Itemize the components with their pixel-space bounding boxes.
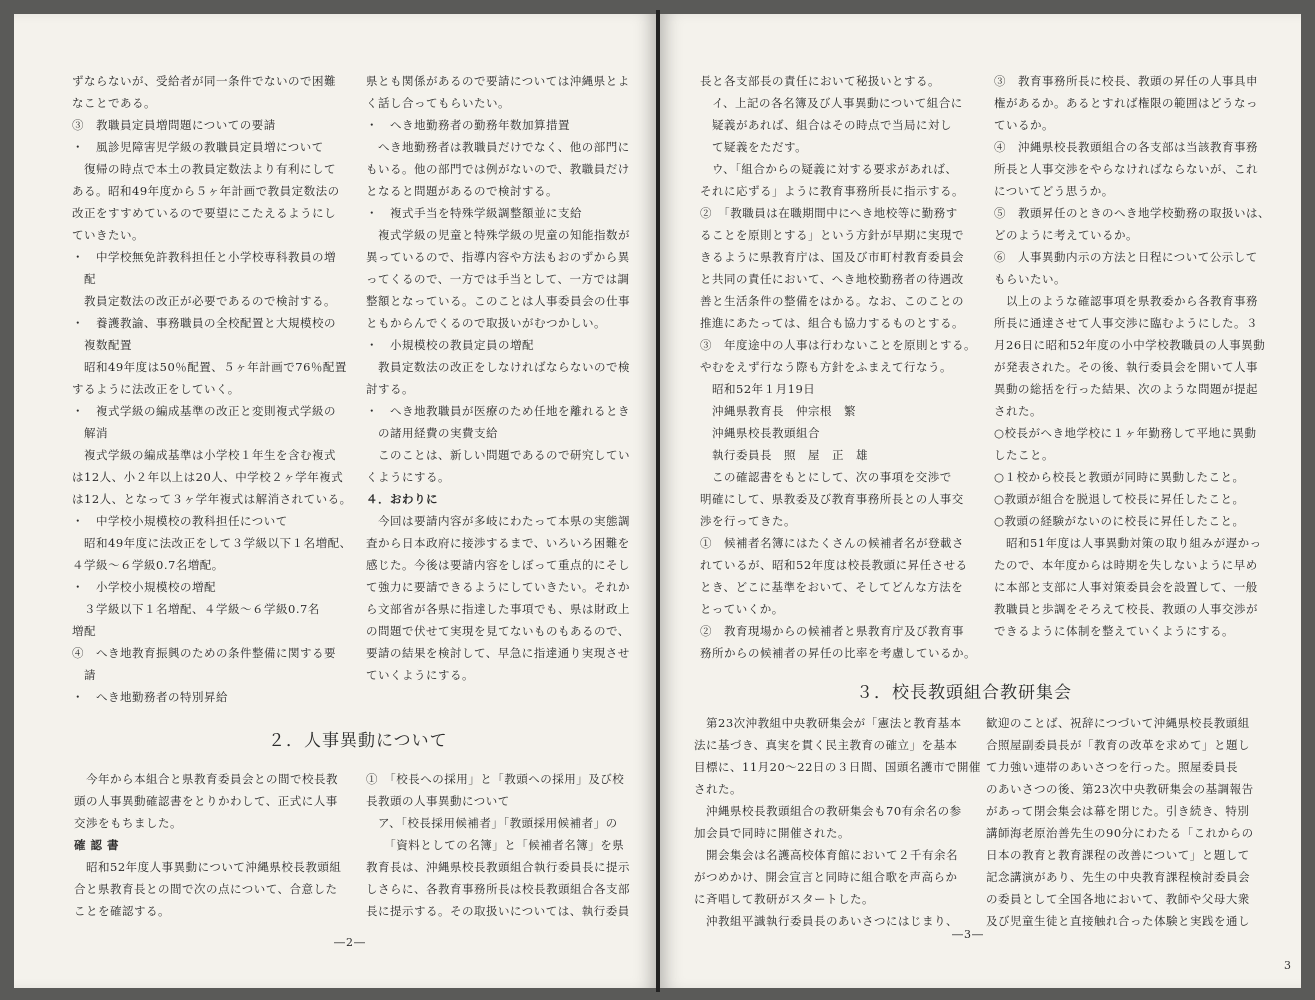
- text-line: て強力に要請できるようにしていきたい。それか: [366, 580, 630, 594]
- confirmation-signature: [700, 378, 976, 466]
- right-column-1: [700, 70, 976, 664]
- text-line: なことである。: [72, 96, 156, 110]
- text-line: 県とも関係があるので要請については沖縄県とよ: [366, 74, 630, 88]
- text-line: ・ へき地勤務者の特別昇給: [72, 690, 228, 704]
- text-line: れているが、昭和52年度は校長教頭に昇任させる: [700, 558, 968, 572]
- text-line: は12人、小２年以上は20人、中学校２ヶ学年複式: [72, 470, 344, 484]
- text-line: に本部と支部に人事対策委員会を設置して、一般: [994, 580, 1258, 594]
- text-line: て力強い連帯のあいさつを行った。照屋委員長: [986, 760, 1238, 774]
- page-number-right: ―3―: [952, 928, 984, 941]
- text-line: へき地勤務者は教職員だけでなく、他の部門に: [366, 140, 630, 154]
- text-line: は12人、となって３ヶ学年複式は解消されている。: [72, 492, 352, 506]
- text-line: ていくようにする。: [366, 668, 474, 682]
- text-line: ・ 複式学級の編成基準の改正と変則複式学級の: [72, 404, 336, 418]
- text-line: の問題で伏せて実現を見てないものもあるので、: [366, 624, 630, 638]
- right-column-1-bottom: [700, 466, 976, 664]
- text-line: ・ 養護教諭、事務職員の全校配置と大規模校の: [72, 316, 336, 330]
- text-line: ・ 風診児障害児学級の教職員定員増について: [72, 140, 324, 154]
- text-line: された。: [994, 404, 1042, 418]
- text-line: 確 認 書: [74, 838, 120, 852]
- text-line: ３学級以下１名増配、４学級～６学級0.7名: [72, 602, 320, 616]
- text-line: 第23次沖教組中央教研集会が「憲法と教育基本: [694, 716, 962, 730]
- text-line: 教員定数法の改正が必要であるので検討する。: [72, 294, 336, 308]
- text-line: 沖教組平識執行委員長のあいさつにはじまり、: [694, 914, 958, 928]
- text-line: についてどう思うか。: [994, 184, 1114, 198]
- text-line: 以上のような確認事項を県教委から各教育事務: [994, 294, 1258, 308]
- text-line: 歓迎のことば、祝辞につづいて沖縄県校長教頭組: [986, 716, 1250, 730]
- text-line: ウ、「組合からの疑義に対する要求があれば、: [700, 162, 958, 176]
- text-line: 教育長は、沖縄県校長教頭組合執行委員長に提示: [366, 860, 630, 874]
- text-line: やむをえず行なう際も方針をふまえて行なう。: [700, 360, 952, 374]
- text-line: 講師海老原治善先生の90分にわたる「これからの: [986, 826, 1254, 840]
- right-column-2: [994, 70, 1270, 642]
- text-line: したこと。: [994, 448, 1054, 462]
- text-line: 長と各支部長の責任において秘扱いとする。: [700, 74, 940, 88]
- text-line: ③ 教育事務所長に校長、教頭の昇任の人事具申: [994, 74, 1258, 88]
- left-column-4: [366, 768, 630, 922]
- text-line: ・ 小規模校の教員定員の増配: [366, 338, 534, 352]
- text-line: 交渉をもちました。: [74, 816, 182, 830]
- text-line: ③ 年度途中の人事は行わないことを原則とする。: [700, 338, 976, 352]
- text-line: ことを確認する。: [74, 904, 170, 918]
- text-line: 配: [72, 272, 96, 286]
- text-line: 複式学級の児童と特殊学級の児童の知能指数が: [366, 228, 630, 242]
- text-line: 昭和49年度は50％配置、５ヶ年計画で76％配置: [72, 360, 347, 374]
- text-line: とっていくか。: [700, 602, 784, 616]
- text-line: ② 「教職員は在職期間中にへき地校等に勤務す: [700, 206, 958, 220]
- text-line: ③ 教職員定員増問題についての要請: [72, 118, 276, 132]
- left-column-2: [366, 70, 630, 686]
- text-line: できるように体制を整えていくようにする。: [994, 624, 1234, 638]
- text-line: がつめかけ、開会宣言と同時に組合歌を声高らか: [694, 870, 958, 884]
- right-column-3: [694, 712, 981, 932]
- text-line: ずならないが、受給者が同一条件でないので困難: [72, 74, 336, 88]
- text-line: とき、どこに基準をおいて、そしてどんな方法を: [700, 580, 964, 594]
- text-line: 渉を行ってきた。: [700, 514, 796, 528]
- text-line: 合照屋副委員長が「教育の改革を求めて」と題し: [986, 738, 1250, 752]
- text-line: 法に基づき、真実を貫く民主教育の確立」を基本: [694, 738, 958, 752]
- text-line: 長教頭の人事異動について: [366, 794, 510, 808]
- text-line: 教職員と歩調をそろえて校長、教頭の人事交渉が: [994, 602, 1258, 616]
- text-line: 善と生活条件の整備をはかる。なお、このことの: [700, 294, 964, 308]
- text-line: ・ 複式手当を特殊学級調整額並に支給: [366, 206, 582, 220]
- corner-page-mark: 3: [1284, 959, 1291, 972]
- signature-date: 昭和52年１月19日: [712, 382, 816, 396]
- text-line: 目標に、11月20～22日の３日間、国頭名護市で開催: [694, 760, 981, 774]
- text-line: て疑義をただす。: [700, 140, 808, 154]
- text-line: 及び児童生徒と直接触れ合った体験と実践を通し: [986, 914, 1250, 928]
- text-line: ④ へき地教育振興のための条件整備に関する要: [72, 646, 336, 660]
- text-line: 請: [72, 668, 96, 682]
- text-line: 推進にあたっては、組合も協力するものとする。: [700, 316, 964, 330]
- text-line: 合と県教育長との間で次の点について、合意した: [74, 882, 338, 896]
- text-line: 昭和51年度は人事異動対策の取り組みが遅かっ: [994, 536, 1262, 550]
- text-line: それに応ずる」ように教育事務所長に指示する。: [700, 184, 964, 198]
- text-line: ⑤ 教頭昇任のときのへき地学校勤務の取扱いは、: [994, 206, 1270, 220]
- text-line: ・ 小学校小規模校の増配: [72, 580, 216, 594]
- text-line: があって閉会集会は幕を閉じた。引き続き、特別: [986, 804, 1250, 818]
- text-line: 開会集会は名護高校体育館において２千有余名: [694, 848, 958, 862]
- text-line: 解消: [72, 426, 108, 440]
- text-line: 今年から本組合と県教育委員会との間で校長教: [74, 772, 338, 786]
- text-line: 異動の総括を行った結果、次のような問題が提起: [994, 382, 1258, 396]
- text-line: ・ 中学校無免許教科担任と小学校専科教員の増: [72, 250, 336, 264]
- text-line: くようにする。: [366, 470, 450, 484]
- text-line: ④ 沖縄県校長教頭組合の各支部は当該教育事務: [994, 140, 1258, 154]
- text-line: となると問題があるので検討する。: [366, 184, 558, 198]
- text-line: 所長に通達させて人事交渉に臨むようにした。３: [994, 316, 1258, 330]
- left-page: [14, 14, 656, 988]
- text-line: ⑥ 人事異動内示の方法と日程について公示して: [994, 250, 1258, 264]
- text-line: の諸用経費の実費支給: [366, 426, 498, 440]
- signature-line-3: 執行委員長 照 屋 正 雄: [712, 448, 868, 462]
- text-line: 「資料としての名簿」と「候補者名簿」を県: [366, 838, 625, 852]
- text-line: しさらに、各教育事務所長は校長教頭組合各支部: [366, 882, 630, 896]
- text-line: 日本の教育と教育課程の改善について」と題して: [986, 848, 1250, 862]
- right-column-4: [986, 712, 1254, 932]
- text-line: もらいたい。: [994, 272, 1066, 286]
- text-line: 討する。: [366, 382, 414, 396]
- text-line: ② 教育現場からの候補者と県教育庁及び教育事: [700, 624, 964, 638]
- text-line: 復帰の時点で本土の教員定数法より有利にして: [72, 162, 336, 176]
- text-line: 明確にして、県教委及び教育事務所長との人事交: [700, 492, 964, 506]
- text-line: 要請の結果を検討して、早急に指達通り実現させ: [366, 646, 630, 660]
- text-line: たので、本年度からは時期を失しないように早め: [994, 558, 1258, 572]
- text-line: 昭和52年度人事異動について沖縄県校長教頭組: [74, 860, 342, 874]
- text-line: もいる。他の部門では例がないので、教職員だけ: [366, 162, 630, 176]
- text-line: 改正をすすめているので要望にこたえるようにし: [72, 206, 337, 220]
- text-line: ていきたい。: [72, 228, 144, 242]
- text-line: ① 候補者名簿にはたくさんの候補者名が登載さ: [700, 536, 964, 550]
- text-line: ○１校から校長と教頭が同時に異動したこと。: [994, 470, 1245, 484]
- text-line: 複式学級の編成基準は小学校１年生を含む複式: [72, 448, 336, 462]
- text-line: 増配: [72, 624, 96, 638]
- left-column-1: [72, 70, 352, 708]
- right-column-1-top: [700, 70, 976, 378]
- text-line: 教員定数法の改正をしなければならないので検: [366, 360, 630, 374]
- text-line: 務所からの候補者の昇任の比率を考慮しているか。: [700, 646, 976, 660]
- text-line: ・ へき地勤務者の勤務年数加算措置: [366, 118, 570, 132]
- text-line: ることを原則とする」という方針が早期に実現で: [700, 228, 964, 242]
- text-line: この確認書をもとにして、次の事項を交渉で: [700, 470, 952, 484]
- text-line: された。: [694, 782, 742, 796]
- text-line: するように法改正をしていく。: [72, 382, 240, 396]
- text-line: きるように県教育庁は、国及び市町村教育委員会: [700, 250, 964, 264]
- signature-line-1: 沖縄県教育長 仲宗根 繁: [712, 404, 856, 418]
- text-line: く話し合ってもらいたい。: [366, 96, 510, 110]
- section-heading-research-meeting: ３．校長教頭組合教研集会: [856, 683, 1072, 703]
- text-line: ○教頭の経験がないのに校長に昇任したこと。: [994, 514, 1245, 528]
- text-line: 査から日本政府に接渉するまで、いろいろ困難を: [366, 536, 630, 550]
- text-line: ともからんでくるので取扱いがむつかしい。: [366, 316, 606, 330]
- text-line: ４．おわりに: [366, 492, 438, 506]
- text-line: に斉唱して教研がスタートした。: [694, 892, 874, 906]
- text-line: イ、上記の各名簿及び人事異動について組合に: [700, 96, 963, 110]
- text-line: 複数配置: [72, 338, 132, 352]
- text-line: このことは、新しい問題であるので研究してい: [366, 448, 630, 462]
- section-heading-personnel: ２．人事異動について: [268, 731, 448, 751]
- text-line: ４学級～６学級0.7名増配。: [72, 558, 224, 572]
- text-line: ・ へき地教職員が医療のため任地を離れるとき: [366, 404, 630, 418]
- text-line: 権があるか。あるとすれば権限の範囲はどうなっ: [994, 96, 1258, 110]
- text-line: 所長と人事交渉をやらなければならないが、これ: [994, 162, 1258, 176]
- text-line: 長に提示する。その取扱いについては、執行委員: [366, 904, 630, 918]
- text-line: 記念講演があり、先生の中央教育課程検討委員会: [986, 870, 1250, 884]
- text-line: 整額となっている。このことは人事委員会の仕事: [366, 294, 630, 308]
- text-line: のあいさつの後、第23次中央教研集会の基調報告: [986, 782, 1254, 796]
- text-line: 感じた。今後は要請内容をしぼって重点的にそし: [366, 558, 630, 572]
- text-line: 今回は要請内容が多岐にわたって本県の実態調: [366, 514, 630, 528]
- left-column-3: [74, 768, 341, 922]
- page-number-left: ―2―: [334, 936, 366, 949]
- text-line: 沖縄県校長教頭組合の教研集会も70有余名の参: [694, 804, 962, 818]
- text-line: 頭の人事異動確認書をとりかわして、正式に人事: [74, 794, 338, 808]
- text-line: 異っているので、指導内容や方法もおのずから異: [366, 250, 630, 264]
- text-line: ているか。: [994, 118, 1054, 132]
- text-line: ○校長がへき地学校に１ヶ年勤務して平地に異動: [994, 426, 1257, 440]
- text-line: の委員として全国各地において、教師や父母大衆: [986, 892, 1250, 906]
- signature-line-2: 沖縄県校長教頭組合: [712, 426, 820, 440]
- text-line: ・ 中学校小規模校の教科担任について: [72, 514, 288, 528]
- text-line: どのように考えているか。: [994, 228, 1138, 242]
- text-line: 昭和49年度に法改正をして３学級以下１名増配、: [72, 536, 352, 550]
- text-line: 疑義があれば、組合はその時点で当局に対し: [700, 118, 952, 132]
- text-line: ら文部省が各県に指達した事項でも、県は財政上: [366, 602, 630, 616]
- text-line: ア、「校長採用候補者」「教頭採用候補者」の: [366, 816, 618, 830]
- text-line: ① 「校長への採用」と「教頭への採用」及び校: [366, 772, 625, 786]
- text-line: ○教頭が組合を脱退して校長に昇任したこと。: [994, 492, 1245, 506]
- text-line: と共同の責任において、へき地校勤務者の待遇改: [700, 272, 964, 286]
- text-line: ってくるので、一方では手当として、一方では調: [366, 272, 630, 286]
- text-line: ある。昭和49年度から５ヶ年計画で教員定数法の: [72, 184, 340, 198]
- text-line: 加会員で同時に開催された。: [694, 826, 850, 840]
- right-page: [660, 14, 1301, 988]
- text-line: が発表された。その後、執行委員会を開いて人事: [994, 360, 1258, 374]
- text-line: 月26日に昭和52年度の小中学校教職員の人事異動: [994, 338, 1266, 352]
